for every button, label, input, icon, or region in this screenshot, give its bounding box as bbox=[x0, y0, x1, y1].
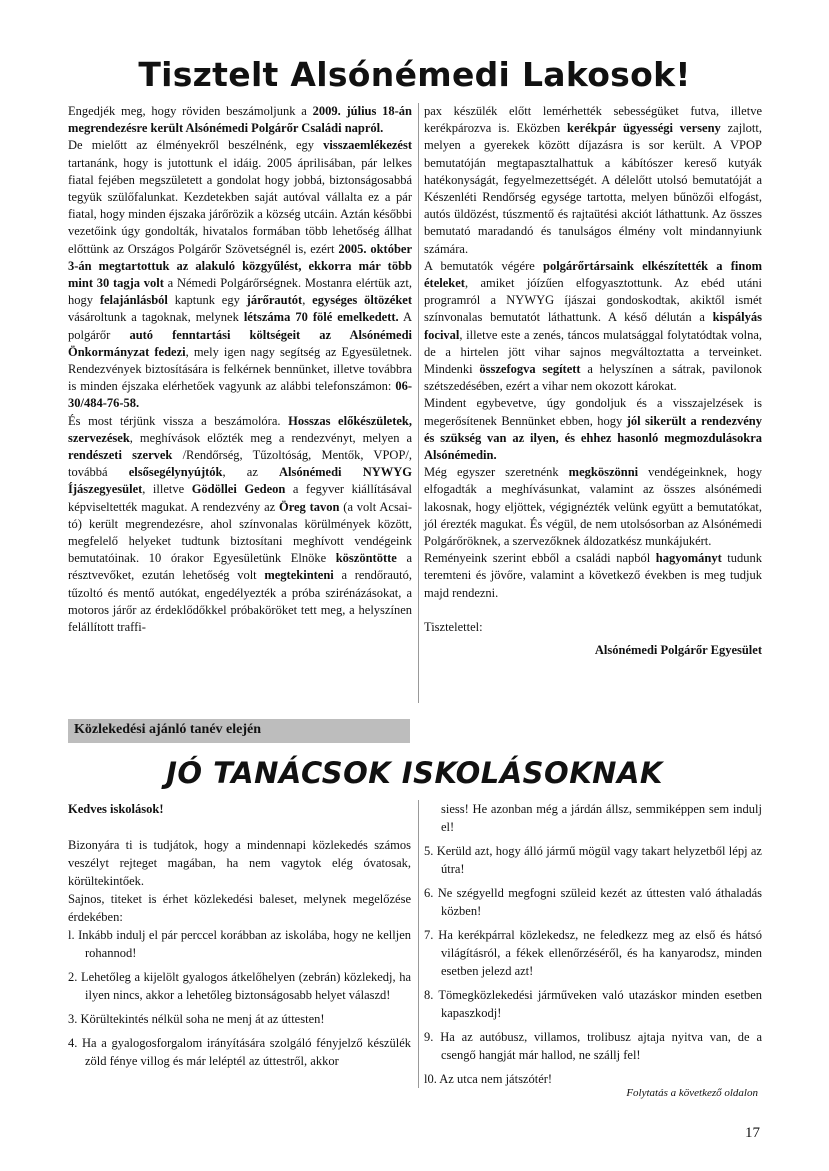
continuation-note: Folytatás a következő oldalon bbox=[626, 1087, 758, 1099]
article-title-2: JÓ TANÁCSOK ISKOLÁSOKNAK bbox=[166, 756, 663, 790]
text-run: , mely igen nagy segítség az Egyesületnek. Rendezvények biztosítására is felkérnek bennünket, illetve továbbra is minden éjszaka elérhetőek vagyunk az alábbi telefonszámon: bbox=[68, 344, 412, 394]
tip-item: l0. Az utca nem játszótér! bbox=[424, 1072, 553, 1086]
tip-item: l. Inkább indulj el pár perccel korábban az iskolába, hogy ne kelljen rohannod! bbox=[68, 928, 411, 960]
bold-text: visszaemlékezést bbox=[323, 138, 412, 153]
text-run: a fegyver kiállításával képviseltették magukat. A rendezvény az bbox=[68, 482, 412, 514]
text-run: Reményeink szerint ebből a családi napból bbox=[424, 551, 656, 566]
paragraph bbox=[424, 464, 762, 550]
bold-text: polgárőrtársaink elkészítették a finom ételeket bbox=[424, 258, 762, 291]
tips-right-column bbox=[424, 800, 762, 1094]
text-run: vendégeinknek, hogy elfogadták a meghívásunkat, valamint az összes alsónémedi lakosnak, hogy eljöttek, végignézték velünk együtt a bemutatókat, jól érezték magukat. És végül, de nem utolsósorban az Alsónémedi Polgárőröknek, a szervezőknek áldozatkész munkájukért. bbox=[424, 465, 763, 549]
paragraph bbox=[68, 413, 412, 637]
bold-text: jól sikerült a rendezvény és szükség van az ilyen, és ehhez hasonló megmozdulásokra Alsónémedin. bbox=[424, 413, 762, 463]
paragraph bbox=[424, 395, 762, 464]
column-divider bbox=[418, 800, 419, 1088]
text-run: a résztvevőket, ezután lehetőség volt bbox=[68, 551, 412, 583]
tip-item: 6. Ne szégyelld megfogni szüleid kezét az úttesten való áthaladás közben! bbox=[424, 886, 762, 918]
article-left-column bbox=[68, 103, 412, 636]
bold-text: Hosszas előkészületek, szervezések bbox=[68, 413, 413, 445]
text-run: tudunk teremteni és jövőre, valamint a következő években is meg tudjuk majd rendezni. bbox=[424, 551, 762, 600]
bold-text: elsősegélynyújtók bbox=[128, 465, 223, 480]
bold-text: hagyományt bbox=[655, 551, 722, 566]
paragraph bbox=[424, 550, 762, 602]
text-run: kaptunk egy bbox=[167, 293, 247, 308]
text-run: , az bbox=[222, 465, 280, 480]
text-run: tartanánk, hogy is jutottunk el idáig. 2005 áprilisában, pár lelkes fiatal fejében megszületett a gondolat hogy jobbá, biztonságosabbá tegyük szülőfalunkat. Kezdetekben saját autóval vállalta ez a pár fiatal, hogy minden éjszaka járőrözik a község utcáin. Aztán későbbi vezetőink úgy gondolták, hivatalos formában több lehetőség állhat előttünk az Országos Polgárőr Szövetségnél is, ezért bbox=[68, 155, 412, 256]
bold-text: egységes öltözéket bbox=[312, 293, 413, 308]
text-run: , meghívások előzték meg a rendezvényt, melyen a bbox=[129, 430, 412, 445]
text-run: (a volt Acsai-tó) került megrendezésre, ahol színvonalas körülmények között, megfelelő helyeket tudtunk biztosítani meghívott vendégeink bemutatóinak. 10 órakor Egyesületünk Elnöke bbox=[68, 499, 412, 566]
bold-text: megtekinteni bbox=[264, 568, 334, 583]
bold-text: Gödöllei Gedeon bbox=[191, 482, 286, 497]
page-number: 17 bbox=[745, 1125, 760, 1141]
bold-text: megköszönni bbox=[568, 465, 639, 480]
text-run: , illetve este a zenés, táncos mulatsággal folytatódtak volna, de a hirtelen jött vihar sajnos megváltoztatta a terveinket. Mindenki bbox=[424, 327, 762, 377]
text-run: a rendőrautó, tűzoltó és mentő autókat, engedélyezték a próba szirénázásokat, a motoros járőr az érdeklődőkkel próbaköröket tett meg, a helyszínen felállított traffi- bbox=[68, 568, 412, 635]
tip-item: 2. Lehetőleg a kijelölt gyalogos átkelőhelyen (zebrán) közlekedj, ha ilyen nincs, akkor a lehetőleg biztonságosabb helyet válaszd! bbox=[68, 970, 411, 1002]
paragraph bbox=[424, 103, 762, 258]
section-label: Közlekedési ajánló tanév elején bbox=[74, 722, 262, 737]
text-run: És most térjünk vissza a beszámolóra. bbox=[68, 413, 289, 428]
tip-item: 3. Körültekintés nélkül soha ne menj át az úttesten! bbox=[68, 1012, 325, 1026]
text-run: De mielőtt az élményekről beszélnénk, egy bbox=[68, 138, 324, 153]
bold-text: felajánlásból bbox=[99, 293, 168, 308]
bold-text: rendészeti szervek bbox=[68, 448, 173, 463]
signature-label: Tisztelettel: bbox=[424, 619, 483, 634]
text-run: a Némedi Polgárőrségnek. Mostanra elértük azt, hogy bbox=[68, 276, 412, 308]
bold-text: 2005. október 3-án megtartottuk az alakuló közgyűlést, ekkorra már több mint 30 tagja volt bbox=[68, 241, 412, 291]
tip-item: 9. Ha az autóbusz, villamos, trolibusz ajtaja nyitva van, de a csengő hangját már hallod, ne szállj fel! bbox=[424, 1030, 762, 1062]
tip-item: 4. Ha a gyalogosforgalom irányítására szolgáló fényjelző készülék zöld fénye villog és már leléptél az úttestről, akkor bbox=[68, 1036, 411, 1068]
greeting: Kedves iskolások! bbox=[68, 802, 164, 816]
text-run: , illetve bbox=[142, 482, 192, 497]
tip-continuation: siess! He azonban még a járdán állsz, semmiképpen sem indulj el! bbox=[441, 802, 762, 834]
text-run: zajlott, melyen a gyerekek között díjazásra is sor került. A VPOP bemutatóján megtapasztalhattuk a kábítószer kereső kutyák hatékonyságát, fegyelmezettségét. A délelőtt utolsó bemutatóját a Készenléti Rendőrség egysége tartotta, melyen bűnözői elfogást, autós üldözést, túszmentő és rajtaütési akciót láthattunk. Az összes bemutató maradandó és tanulságos élmény volt mindannyiunk számára. bbox=[424, 121, 762, 256]
text-run: Mindent egybevetve, úgy gondoljuk és a visszajelzések is megerősítenek Bennünket ebben, hogy bbox=[424, 396, 762, 428]
column-divider bbox=[418, 103, 419, 703]
tip-item: 7. Ha kerékpárral közlekedsz, ne feledkezz meg az első és hátsó világításról, a fékek ellenőrzéséről, és ha kanyarodsz, minden esetben jelezd azt! bbox=[424, 928, 762, 978]
text-run: Engedjék meg, hogy röviden beszámoljunk a bbox=[68, 104, 313, 118]
text-run: pax készülék előtt lemérhették sebességüket futva, illetve kerékpározva is. Eközben bbox=[424, 104, 762, 136]
bold-text: 06-30/484-76-58. bbox=[68, 379, 412, 411]
intro-paragraph: Sajnos, titeket is érhet közlekedési baleset, melynek megelőzése érdekében: bbox=[68, 892, 411, 924]
text-run: a helyszínen a sátrak, pavilonok szétszedésében, ezért a vihar nem okozott károkat. bbox=[424, 362, 762, 394]
article-title: Tisztelt Alsónémedi Lakosok! bbox=[138, 55, 691, 94]
bold-text: kerékpár ügyességi verseny bbox=[567, 121, 721, 136]
intro-paragraph: Bizonyára ti is tudjátok, hogy a mindennapi közlekedés számos veszélyt rejteget magában, ha nem vagytok elég óvatosak, körültekintőek. bbox=[68, 838, 411, 888]
text-run: , amiket jóízűen elfogyasztottunk. Az ebéd utáni programról a NYWYG íjászai gondoskodtak, akiktől ismét színvonalas bemutatót láthattunk. A késő délután a bbox=[424, 276, 762, 325]
bold-text: 2009. július 18-án megrendezésre került Alsónémedi Polgárőr Családi napról. bbox=[68, 104, 412, 136]
tip-item: 8. Tömegközlekedési járműveken való utazáskor minden esetben kapaszkodj! bbox=[424, 988, 762, 1020]
text-run: Még egyszer szeretnénk bbox=[424, 465, 569, 480]
text-run: vásároltunk a tagoknak, melynek bbox=[68, 310, 244, 325]
article-right-column bbox=[424, 103, 762, 659]
paragraph bbox=[424, 258, 762, 396]
bold-text: köszöntötte bbox=[335, 551, 397, 566]
paragraph bbox=[68, 103, 412, 137]
bold-text: összefogva segített bbox=[479, 362, 581, 377]
bold-text: Öreg tavon bbox=[278, 499, 340, 514]
text-run: , bbox=[302, 293, 313, 308]
signature-name: Alsónémedi Polgárőr Egyesület bbox=[594, 643, 762, 658]
text-run: A polgárőr bbox=[68, 310, 413, 342]
bold-text: Alsónémedi NYWYG Íjászegyesület bbox=[68, 465, 412, 497]
tip-item: 5. Kerüld azt, hogy álló jármű mögül vagy takart helyzetből lépj az útra! bbox=[424, 844, 762, 876]
tips-left-column bbox=[68, 800, 411, 1076]
bold-text: járőrautót bbox=[246, 293, 303, 308]
paragraph bbox=[68, 137, 412, 412]
bold-text: kispályás focival bbox=[424, 310, 762, 342]
bold-text: autó fenntartási költségeit az Alsónémedi Önkormányzat fedezi bbox=[68, 327, 412, 359]
section-label-bar bbox=[68, 719, 410, 743]
bold-text: létszáma 70 fölé emelkedett. bbox=[243, 310, 399, 325]
text-run: A bemutatók végére bbox=[424, 258, 543, 273]
text-run: /Rendőrség, Tűzoltóság, Mentők, VPOP/, továbbá bbox=[68, 448, 412, 480]
